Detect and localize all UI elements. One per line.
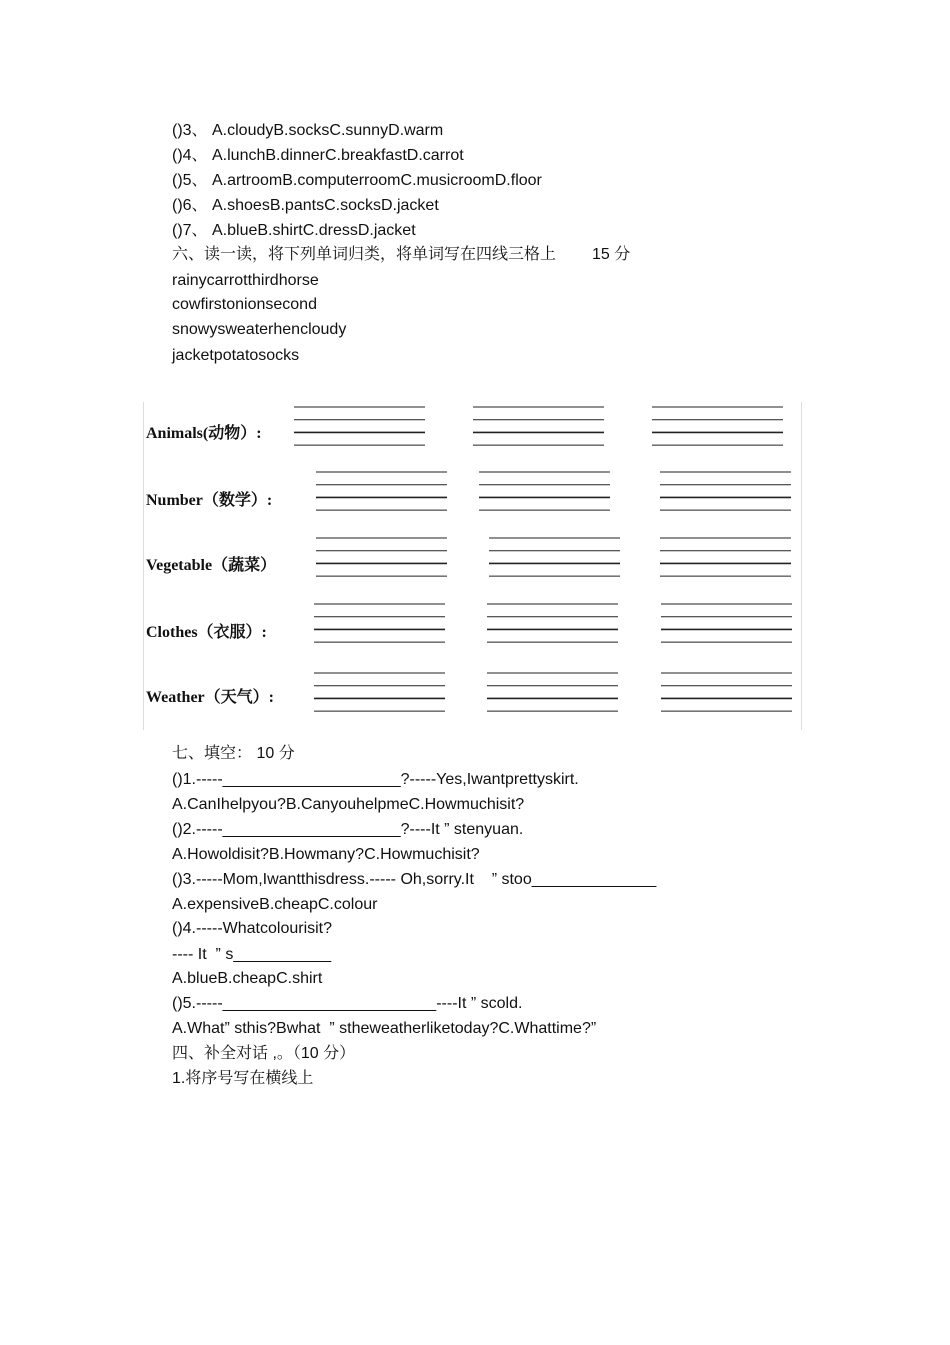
choice-item: ()3、 A.cloudyB.socksC.sunnyD.warm [172,122,444,139]
four-line-grid [661,673,792,711]
word-line: jacketpotatosocks [172,347,300,364]
fill-line: ()2.-----____________________?----It ” stenyuan. [172,821,524,838]
section6-title: 六、读一读，将下列单词归类，将单词写在四线三格上 [172,246,557,263]
four-line-grid [314,604,445,642]
section6-heading [172,245,630,265]
category-label-weather: Weather（天气）: [146,689,274,706]
fill-line: ()5.-----________________________----It ” scold. [172,995,523,1012]
fill-line: ()3.-----Mom,Iwantthisdress.----- Oh,sorry.It ” stoo______________ [172,871,657,888]
four-line-grid [660,472,791,510]
four-line-grid [294,407,425,445]
fill-line: A.expensiveB.cheapC.colour [172,896,378,913]
fill-line: ()1.-----____________________?-----Yes,Iwantprettyskirt. [172,771,579,788]
fill-line: ---- It ” s___________ [172,946,332,963]
fill-line: ()4.-----Whatcolourisit? [172,920,333,937]
section4-title: 四、补全对话 ,。（10 分） [172,1045,356,1062]
choice-item: ()7、 A.blueB.shirtC.dressD.jacket [172,222,416,239]
four-line-grid [489,538,620,576]
four-line-grid [660,538,791,576]
choice-item: ()6、 A.shoesB.pantsC.socksD.jacket [172,197,439,214]
category-label-clothes: Clothes（衣服）: [146,624,267,641]
four-line-grid [479,472,610,510]
fill-line: A.Howoldisit?B.Howmany?C.Howmuchisit? [172,846,480,863]
four-line-grid [661,604,792,642]
fill-line: A.What” sthis?Bwhat ” stheweatherliketoday?C.Whattime?” [172,1020,597,1037]
category-label-vegetable: Vegetable（蔬菜） [146,557,277,574]
four-line-grid [316,538,447,576]
section6-score: 15 分 [592,246,631,263]
category-label-number: Number（数学）: [146,492,273,509]
four-line-grid [487,673,618,711]
choice-item: ()5、 A.artroomB.computerroomC.musicroomD.floor [172,172,542,189]
section7-title: 七、填空： 10 分 [172,745,295,762]
word-line: rainycarrotthirdhorse [172,272,319,289]
section4-instruction: 1.将序号写在横线上 [172,1070,314,1087]
word-line: snowysweaterhencloudy [172,321,347,338]
four-line-grid [473,407,604,445]
four-line-grid [652,407,783,445]
four-line-grid [487,604,618,642]
word-line: cowfirstonionsecond [172,296,317,313]
four-line-grid [314,673,445,711]
four-line-grid [316,472,447,510]
fill-line: A.CanIhelpyou?B.CanyouhelpmeC.Howmuchisit? [172,796,525,813]
category-label-animals: Animals(动物）: [146,425,262,442]
fill-line: A.blueB.cheapC.shirt [172,970,323,987]
choice-item: ()4、 A.lunchB.dinnerC.breakfastD.carrot [172,147,464,164]
four-line-grid-table [143,402,802,730]
